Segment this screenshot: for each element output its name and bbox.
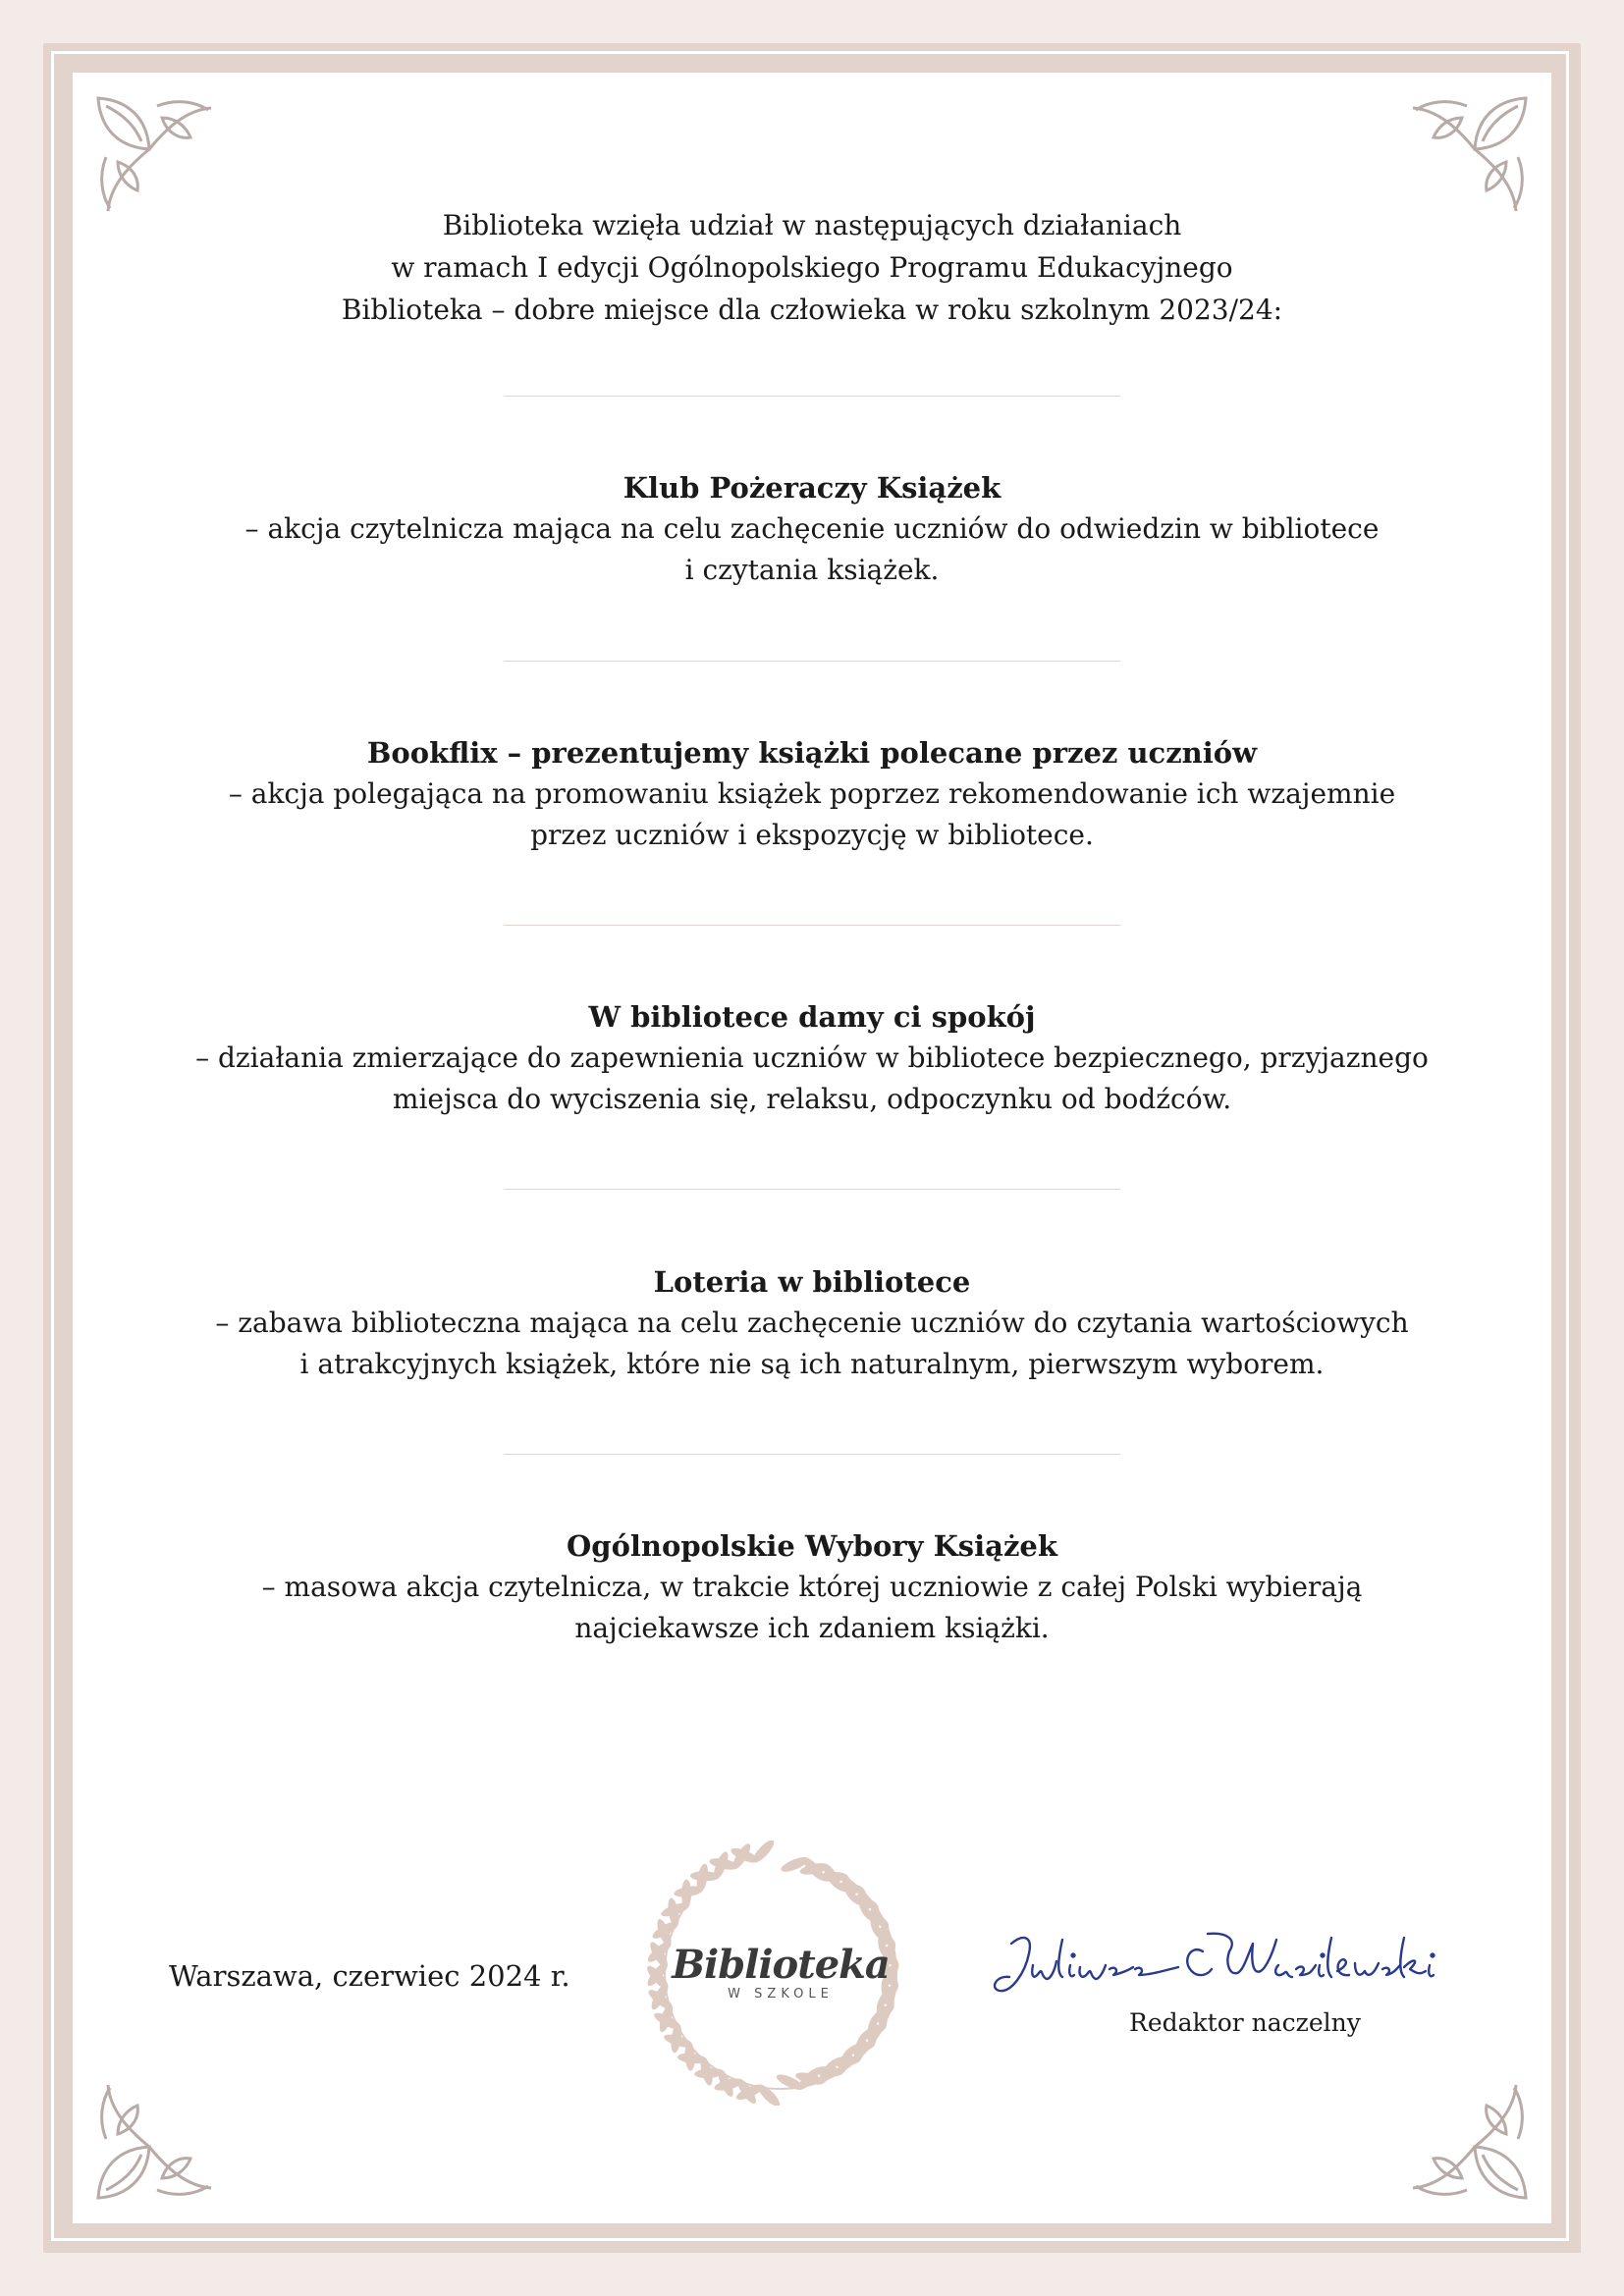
- wreath-leaf: [750, 1841, 778, 1865]
- activity-description: najciekawsze ich zdaniem książki.: [574, 1612, 1050, 1644]
- activity-section: [147, 1261, 1477, 1385]
- activity-description: i czytania książek.: [684, 554, 940, 586]
- activity-description: – masowa akcja czytelnicza, w trakcie której uczniowie z całej Polski wybierają: [261, 1571, 1363, 1603]
- intro-text: [0, 204, 1624, 331]
- activity-section: [147, 996, 1477, 1120]
- corner-ornament-icon: [88, 88, 216, 216]
- activity-description: miejsca do wyciszenia się, relaksu, odpoczynku od bodźców.: [392, 1083, 1232, 1115]
- activity-description: przez uczniów i ekspozycję w bibliotece.: [530, 819, 1094, 851]
- signature-icon: [972, 1914, 1463, 2022]
- activity-title: Ogólnopolskie Wybory Książek: [567, 1529, 1057, 1563]
- corner-ornament-icon: [88, 2080, 216, 2208]
- section-divider: [504, 661, 1120, 662]
- signer-role: Redaktor naczelny: [1129, 2008, 1361, 2037]
- activity-description: – akcja polegająca na promowaniu książek poprzez rekomendowanie ich wzajemnie: [228, 777, 1396, 810]
- activity-section: [147, 467, 1477, 591]
- section-divider: [504, 1454, 1120, 1455]
- intro-line: Biblioteka wzięła udział w następujących działaniach: [442, 209, 1182, 241]
- section-divider: [504, 396, 1120, 397]
- activity-title: Bookflix – prezentujemy książki polecane przez uczniów: [366, 736, 1258, 770]
- place-date: Warszawa, czerwiec 2024 r.: [169, 1959, 570, 1993]
- activity-section: [147, 1525, 1477, 1649]
- corner-ornament-icon: [1408, 88, 1536, 216]
- intro-line: Biblioteka – dobre miejsce dla człowieka w roku szkolnym 2023/24:: [341, 294, 1283, 326]
- activity-title: W bibliotece damy ci spokój: [588, 1000, 1036, 1034]
- activity-title: Loteria w bibliotece: [653, 1265, 971, 1299]
- activity-section: [147, 732, 1477, 856]
- activity-title: Klub Pożeraczy Książek: [623, 471, 1001, 505]
- section-divider: [504, 925, 1120, 926]
- logo-subtitle: W SZKOLE: [728, 1987, 834, 2002]
- activity-description: i atrakcyjnych książek, które nie są ich naturalnym, pierwszym wyborem.: [299, 1348, 1325, 1380]
- activity-description: – działania zmierzające do zapewnienia uczniów w bibliotece bezpiecznego, przyjaznego: [195, 1041, 1429, 1074]
- section-divider: [504, 1189, 1120, 1190]
- corner-ornament-icon: [1408, 2080, 1536, 2208]
- activity-description: – akcja czytelnicza mająca na celu zachęcenie uczniów do odwiedzin w bibliotece: [244, 512, 1380, 545]
- activity-description: – zabawa biblioteczna mająca na celu zachęcenie uczniów do czytania wartościowych: [215, 1307, 1409, 1339]
- logo-title: Biblioteka: [672, 1942, 890, 1988]
- intro-line: w ramach I edycji Ogólnopolskiego Programu Edukacyjnego: [391, 251, 1233, 284]
